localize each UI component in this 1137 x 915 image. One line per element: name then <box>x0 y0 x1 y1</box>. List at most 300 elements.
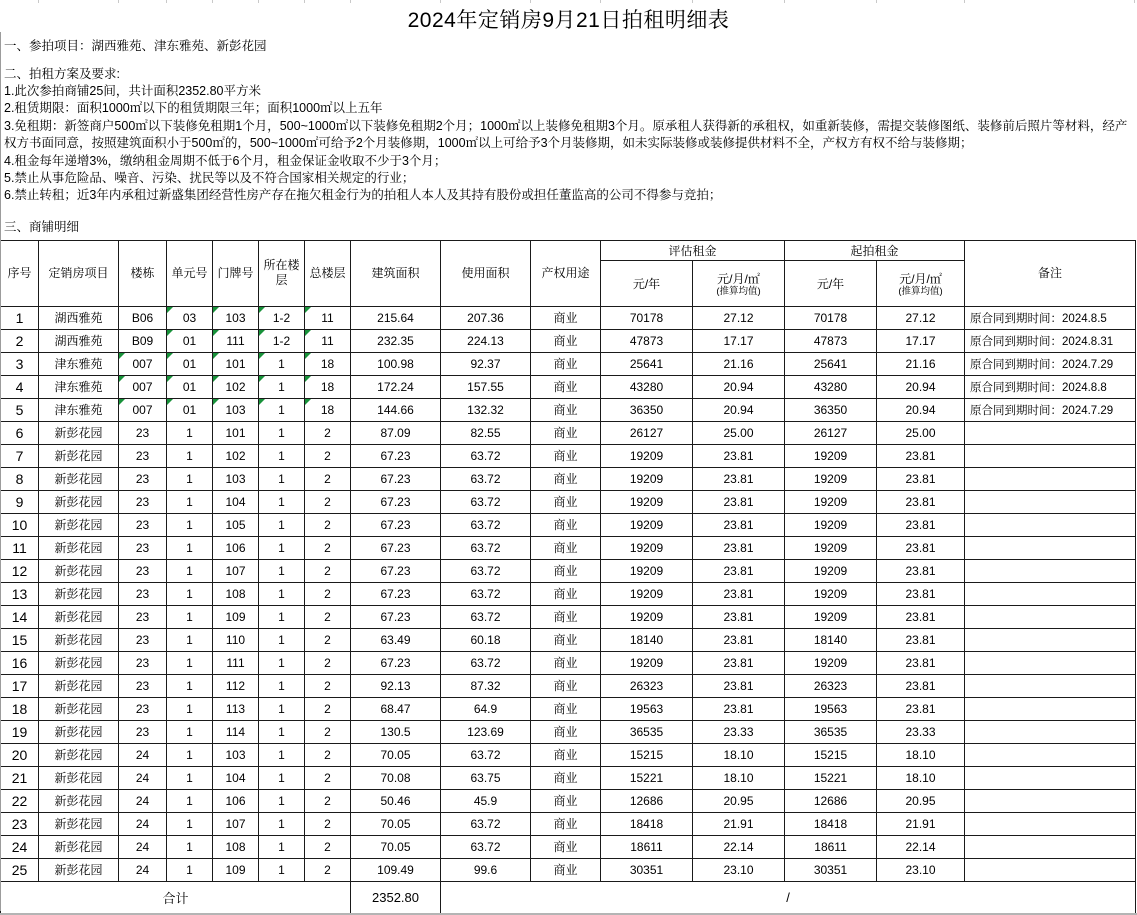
cell-start-rent-year[interactable]: 47873 <box>785 329 877 352</box>
cell-total-floors[interactable]: 2 <box>305 651 351 674</box>
cell-seq[interactable]: 16 <box>1 651 39 674</box>
cell-project[interactable]: 新彭花园 <box>39 536 119 559</box>
cell-floor[interactable]: 1 <box>259 697 305 720</box>
cell-building[interactable]: B09 <box>119 329 167 352</box>
cell-start-rent-month[interactable]: 23.33 <box>877 720 965 743</box>
cell-unit[interactable]: 1 <box>167 766 213 789</box>
cell-use-area[interactable]: 157.55 <box>441 375 531 398</box>
cell-project[interactable]: 新彭花园 <box>39 812 119 835</box>
cell-use-area[interactable]: 63.72 <box>441 835 531 858</box>
cell-start-rent-year[interactable]: 36535 <box>785 720 877 743</box>
cell-project[interactable]: 新彭花园 <box>39 766 119 789</box>
cell-build-area[interactable]: 67.23 <box>351 467 441 490</box>
cell-floor[interactable]: 1 <box>259 444 305 467</box>
cell-start-rent-year[interactable]: 43280 <box>785 375 877 398</box>
cell-building[interactable]: 23 <box>119 490 167 513</box>
cell-eval-rent-year[interactable]: 47873 <box>601 329 693 352</box>
cell-door[interactable]: 109 <box>213 858 259 881</box>
cell-eval-rent-year[interactable]: 70178 <box>601 306 693 329</box>
cell-project[interactable]: 新彭花园 <box>39 467 119 490</box>
cell-seq[interactable]: 1 <box>1 306 39 329</box>
cell-usage[interactable]: 商业 <box>531 536 601 559</box>
cell-door[interactable]: 104 <box>213 766 259 789</box>
cell-use-area[interactable]: 63.72 <box>441 490 531 513</box>
cell-project[interactable]: 新彭花园 <box>39 697 119 720</box>
cell-total-floors[interactable]: 2 <box>305 697 351 720</box>
col-header-floor[interactable]: 所在楼层 <box>259 240 305 306</box>
cell-total-floors[interactable]: 2 <box>305 605 351 628</box>
cell-seq[interactable]: 9 <box>1 490 39 513</box>
cell-eval-rent-year[interactable]: 43280 <box>601 375 693 398</box>
cell-door[interactable]: 110 <box>213 628 259 651</box>
cell-start-rent-month[interactable]: 22.14 <box>877 835 965 858</box>
cell-start-rent-year[interactable]: 26323 <box>785 674 877 697</box>
cell-eval-rent-year[interactable]: 12686 <box>601 789 693 812</box>
cell-unit[interactable]: 1 <box>167 812 213 835</box>
cell-unit[interactable]: 1 <box>167 628 213 651</box>
cell-start-rent-year[interactable]: 19209 <box>785 513 877 536</box>
cell-eval-rent-month[interactable]: 23.81 <box>693 467 785 490</box>
cell-use-area[interactable]: 63.72 <box>441 651 531 674</box>
cell-build-area[interactable]: 67.23 <box>351 513 441 536</box>
cell-seq[interactable]: 17 <box>1 674 39 697</box>
cell-remark[interactable] <box>965 605 1136 628</box>
cell-use-area[interactable]: 207.36 <box>441 306 531 329</box>
cell-project[interactable]: 新彭花园 <box>39 444 119 467</box>
cell-use-area[interactable]: 63.75 <box>441 766 531 789</box>
cell-build-area[interactable]: 67.23 <box>351 651 441 674</box>
col-header-door[interactable]: 门牌号 <box>213 240 259 306</box>
cell-remark[interactable] <box>965 789 1136 812</box>
cell-eval-rent-month[interactable]: 23.81 <box>693 697 785 720</box>
cell-start-rent-month[interactable]: 23.81 <box>877 697 965 720</box>
cell-eval-rent-month[interactable]: 18.10 <box>693 743 785 766</box>
col-header-eval-rent[interactable]: 评估租金 <box>601 240 785 260</box>
cell-unit[interactable]: 03 <box>167 306 213 329</box>
cell-building[interactable]: 24 <box>119 812 167 835</box>
cell-unit[interactable]: 1 <box>167 490 213 513</box>
col-header-start-per-year[interactable]: 元/年 <box>785 260 877 306</box>
cell-unit[interactable]: 01 <box>167 375 213 398</box>
cell-total-floors[interactable]: 2 <box>305 513 351 536</box>
cell-remark[interactable] <box>965 536 1136 559</box>
cell-floor[interactable]: 1 <box>259 628 305 651</box>
col-header-building[interactable]: 楼栋 <box>119 240 167 306</box>
cell-total-floors[interactable]: 2 <box>305 582 351 605</box>
cell-floor[interactable]: 1-2 <box>259 306 305 329</box>
cell-unit[interactable]: 1 <box>167 513 213 536</box>
cell-use-area[interactable]: 224.13 <box>441 329 531 352</box>
col-header-total-floors[interactable]: 总楼层 <box>305 240 351 306</box>
cell-start-rent-month[interactable]: 18.10 <box>877 766 965 789</box>
cell-start-rent-year[interactable]: 19209 <box>785 536 877 559</box>
cell-floor[interactable]: 1 <box>259 789 305 812</box>
col-header-remark[interactable]: 备注 <box>965 240 1136 306</box>
cell-building[interactable]: 23 <box>119 536 167 559</box>
cell-door[interactable]: 108 <box>213 582 259 605</box>
cell-build-area[interactable]: 100.98 <box>351 352 441 375</box>
cell-usage[interactable]: 商业 <box>531 444 601 467</box>
cell-remark[interactable] <box>965 743 1136 766</box>
cell-eval-rent-month[interactable]: 18.10 <box>693 766 785 789</box>
cell-unit[interactable]: 1 <box>167 421 213 444</box>
cell-start-rent-year[interactable]: 15215 <box>785 743 877 766</box>
cell-use-area[interactable]: 45.9 <box>441 789 531 812</box>
cell-project[interactable]: 新彭花园 <box>39 490 119 513</box>
cell-project[interactable]: 新彭花园 <box>39 720 119 743</box>
cell-start-rent-month[interactable]: 23.81 <box>877 490 965 513</box>
cell-build-area[interactable]: 70.08 <box>351 766 441 789</box>
cell-eval-rent-year[interactable]: 18140 <box>601 628 693 651</box>
cell-remark[interactable] <box>965 467 1136 490</box>
cell-remark[interactable] <box>965 651 1136 674</box>
cell-building[interactable]: 23 <box>119 605 167 628</box>
cell-start-rent-month[interactable]: 20.94 <box>877 375 965 398</box>
cell-usage[interactable]: 商业 <box>531 329 601 352</box>
cell-total-floors[interactable]: 11 <box>305 329 351 352</box>
cell-project[interactable]: 津东雅苑 <box>39 352 119 375</box>
cell-remark[interactable]: 原合同到期时间：2024.8.31 <box>965 329 1136 352</box>
cell-start-rent-year[interactable]: 19209 <box>785 467 877 490</box>
cell-build-area[interactable]: 67.23 <box>351 559 441 582</box>
cell-remark[interactable] <box>965 582 1136 605</box>
cell-eval-rent-year[interactable]: 30351 <box>601 858 693 881</box>
cell-project[interactable]: 湖西雅苑 <box>39 329 119 352</box>
cell-eval-rent-year[interactable]: 15215 <box>601 743 693 766</box>
cell-eval-rent-year[interactable]: 19209 <box>601 651 693 674</box>
col-header-usage[interactable]: 产权用途 <box>531 240 601 306</box>
cell-seq[interactable]: 4 <box>1 375 39 398</box>
cell-eval-rent-year[interactable]: 36535 <box>601 720 693 743</box>
cell-remark[interactable] <box>965 674 1136 697</box>
cell-eval-rent-month[interactable]: 21.16 <box>693 352 785 375</box>
cell-usage[interactable]: 商业 <box>531 651 601 674</box>
cell-usage[interactable]: 商业 <box>531 398 601 421</box>
cell-building[interactable]: 23 <box>119 559 167 582</box>
cell-remark[interactable]: 原合同到期时间：2024.8.5 <box>965 306 1136 329</box>
cell-door[interactable]: 106 <box>213 536 259 559</box>
cell-build-area[interactable]: 68.47 <box>351 697 441 720</box>
cell-eval-rent-month[interactable]: 23.81 <box>693 444 785 467</box>
cell-unit[interactable]: 1 <box>167 858 213 881</box>
cell-eval-rent-month[interactable]: 23.81 <box>693 582 785 605</box>
cell-use-area[interactable]: 63.72 <box>441 605 531 628</box>
cell-start-rent-month[interactable]: 23.81 <box>877 467 965 490</box>
cell-start-rent-year[interactable]: 19209 <box>785 490 877 513</box>
cell-start-rent-month[interactable]: 18.10 <box>877 743 965 766</box>
cell-unit[interactable]: 1 <box>167 467 213 490</box>
cell-eval-rent-month[interactable]: 23.81 <box>693 490 785 513</box>
col-header-use-area[interactable]: 使用面积 <box>441 240 531 306</box>
cell-door[interactable]: 107 <box>213 559 259 582</box>
cell-door[interactable]: 101 <box>213 352 259 375</box>
cell-door[interactable]: 102 <box>213 444 259 467</box>
cell-use-area[interactable]: 63.72 <box>441 536 531 559</box>
cell-unit[interactable]: 1 <box>167 605 213 628</box>
cell-total-floors[interactable]: 2 <box>305 812 351 835</box>
cell-use-area[interactable]: 63.72 <box>441 582 531 605</box>
cell-build-area[interactable]: 67.23 <box>351 444 441 467</box>
cell-remark[interactable] <box>965 858 1136 881</box>
cell-building[interactable]: 24 <box>119 835 167 858</box>
cell-building[interactable]: 007 <box>119 352 167 375</box>
cell-eval-rent-year[interactable]: 18611 <box>601 835 693 858</box>
cell-eval-rent-year[interactable]: 26127 <box>601 421 693 444</box>
cell-floor[interactable]: 1 <box>259 513 305 536</box>
cell-seq[interactable]: 6 <box>1 421 39 444</box>
cell-start-rent-month[interactable]: 23.81 <box>877 444 965 467</box>
cell-building[interactable]: 24 <box>119 858 167 881</box>
cell-start-rent-year[interactable]: 19209 <box>785 444 877 467</box>
cell-start-rent-month[interactable]: 20.95 <box>877 789 965 812</box>
cell-floor[interactable]: 1 <box>259 559 305 582</box>
cell-use-area[interactable]: 63.72 <box>441 559 531 582</box>
cell-eval-rent-year[interactable]: 19209 <box>601 490 693 513</box>
cell-use-area[interactable]: 64.9 <box>441 697 531 720</box>
cell-start-rent-month[interactable]: 23.10 <box>877 858 965 881</box>
cell-unit[interactable]: 1 <box>167 697 213 720</box>
cell-door[interactable]: 107 <box>213 812 259 835</box>
cell-floor[interactable]: 1 <box>259 421 305 444</box>
cell-total-floors[interactable]: 2 <box>305 559 351 582</box>
cell-total-floors[interactable]: 18 <box>305 352 351 375</box>
cell-eval-rent-year[interactable]: 15221 <box>601 766 693 789</box>
cell-eval-rent-year[interactable]: 19209 <box>601 605 693 628</box>
cell-door[interactable]: 102 <box>213 375 259 398</box>
cell-floor[interactable]: 1 <box>259 835 305 858</box>
cell-floor[interactable]: 1 <box>259 605 305 628</box>
cell-floor[interactable]: 1 <box>259 582 305 605</box>
cell-building[interactable]: 23 <box>119 651 167 674</box>
cell-usage[interactable]: 商业 <box>531 743 601 766</box>
cell-floor[interactable]: 1 <box>259 467 305 490</box>
col-header-eval-per-year[interactable]: 元/年 <box>601 260 693 306</box>
cell-project[interactable]: 新彭花园 <box>39 421 119 444</box>
cell-door[interactable]: 105 <box>213 513 259 536</box>
cell-build-area[interactable]: 215.64 <box>351 306 441 329</box>
cell-eval-rent-year[interactable]: 19209 <box>601 444 693 467</box>
cell-total-floors[interactable]: 2 <box>305 789 351 812</box>
cell-eval-rent-month[interactable]: 25.00 <box>693 421 785 444</box>
cell-door[interactable]: 109 <box>213 605 259 628</box>
cell-start-rent-month[interactable]: 21.91 <box>877 812 965 835</box>
cell-seq[interactable]: 23 <box>1 812 39 835</box>
cell-floor[interactable]: 1 <box>259 490 305 513</box>
cell-building[interactable]: 24 <box>119 743 167 766</box>
cell-project[interactable]: 新彭花园 <box>39 559 119 582</box>
cell-project[interactable]: 新彭花园 <box>39 651 119 674</box>
total-slash-cell[interactable]: / <box>441 881 1136 914</box>
cell-remark[interactable]: 原合同到期时间：2024.8.8 <box>965 375 1136 398</box>
cell-seq[interactable]: 3 <box>1 352 39 375</box>
col-header-start-rent[interactable]: 起拍租金 <box>785 240 965 260</box>
cell-building[interactable]: 23 <box>119 582 167 605</box>
cell-total-floors[interactable]: 2 <box>305 467 351 490</box>
cell-eval-rent-year[interactable]: 26323 <box>601 674 693 697</box>
cell-floor[interactable]: 1 <box>259 398 305 421</box>
cell-start-rent-year[interactable]: 19209 <box>785 559 877 582</box>
cell-use-area[interactable]: 60.18 <box>441 628 531 651</box>
cell-door[interactable]: 111 <box>213 651 259 674</box>
cell-build-area[interactable]: 67.23 <box>351 605 441 628</box>
cell-build-area[interactable]: 92.13 <box>351 674 441 697</box>
col-header-seq[interactable]: 序号 <box>1 240 39 306</box>
cell-building[interactable]: 23 <box>119 444 167 467</box>
cell-floor[interactable]: 1 <box>259 375 305 398</box>
cell-floor[interactable]: 1 <box>259 352 305 375</box>
cell-usage[interactable]: 商业 <box>531 421 601 444</box>
cell-start-rent-month[interactable]: 23.81 <box>877 582 965 605</box>
cell-door[interactable]: 104 <box>213 490 259 513</box>
cell-seq[interactable]: 8 <box>1 467 39 490</box>
cell-remark[interactable] <box>965 628 1136 651</box>
cell-build-area[interactable]: 63.49 <box>351 628 441 651</box>
cell-use-area[interactable]: 63.72 <box>441 513 531 536</box>
cell-start-rent-month[interactable]: 23.81 <box>877 513 965 536</box>
cell-door[interactable]: 103 <box>213 743 259 766</box>
cell-seq[interactable]: 10 <box>1 513 39 536</box>
cell-project[interactable]: 新彭花园 <box>39 628 119 651</box>
cell-total-floors[interactable]: 2 <box>305 628 351 651</box>
cell-building[interactable]: 007 <box>119 375 167 398</box>
cell-unit[interactable]: 01 <box>167 352 213 375</box>
cell-usage[interactable]: 商业 <box>531 559 601 582</box>
cell-door[interactable]: 113 <box>213 697 259 720</box>
cell-seq[interactable]: 2 <box>1 329 39 352</box>
cell-seq[interactable]: 24 <box>1 835 39 858</box>
cell-use-area[interactable]: 132.32 <box>441 398 531 421</box>
cell-remark[interactable] <box>965 421 1136 444</box>
cell-build-area[interactable]: 70.05 <box>351 743 441 766</box>
cell-unit[interactable]: 1 <box>167 743 213 766</box>
cell-project[interactable]: 新彭花园 <box>39 513 119 536</box>
cell-build-area[interactable]: 50.46 <box>351 789 441 812</box>
cell-build-area[interactable]: 87.09 <box>351 421 441 444</box>
cell-start-rent-month[interactable]: 23.81 <box>877 605 965 628</box>
cell-usage[interactable]: 商业 <box>531 306 601 329</box>
cell-start-rent-year[interactable]: 36350 <box>785 398 877 421</box>
cell-floor[interactable]: 1 <box>259 743 305 766</box>
cell-build-area[interactable]: 70.05 <box>351 835 441 858</box>
cell-start-rent-year[interactable]: 19209 <box>785 651 877 674</box>
cell-usage[interactable]: 商业 <box>531 375 601 398</box>
cell-project[interactable]: 新彭花园 <box>39 743 119 766</box>
cell-building[interactable]: B06 <box>119 306 167 329</box>
cell-eval-rent-month[interactable]: 23.33 <box>693 720 785 743</box>
cell-door[interactable]: 111 <box>213 329 259 352</box>
cell-building[interactable]: 23 <box>119 720 167 743</box>
cell-start-rent-month[interactable]: 27.12 <box>877 306 965 329</box>
cell-unit[interactable]: 01 <box>167 329 213 352</box>
cell-eval-rent-month[interactable]: 23.81 <box>693 651 785 674</box>
cell-start-rent-month[interactable]: 25.00 <box>877 421 965 444</box>
cell-project[interactable]: 新彭花园 <box>39 605 119 628</box>
cell-total-floors[interactable]: 2 <box>305 444 351 467</box>
cell-unit[interactable]: 1 <box>167 674 213 697</box>
cell-eval-rent-month[interactable]: 17.17 <box>693 329 785 352</box>
cell-use-area[interactable]: 63.72 <box>441 743 531 766</box>
cell-total-floors[interactable]: 2 <box>305 674 351 697</box>
cell-total-floors[interactable]: 2 <box>305 490 351 513</box>
cell-usage[interactable]: 商业 <box>531 720 601 743</box>
cell-usage[interactable]: 商业 <box>531 352 601 375</box>
cell-start-rent-year[interactable]: 25641 <box>785 352 877 375</box>
cell-seq[interactable]: 5 <box>1 398 39 421</box>
cell-usage[interactable]: 商业 <box>531 513 601 536</box>
cell-eval-rent-year[interactable]: 19209 <box>601 513 693 536</box>
cell-start-rent-year[interactable]: 18611 <box>785 835 877 858</box>
cell-build-area[interactable]: 70.05 <box>351 812 441 835</box>
cell-start-rent-month[interactable]: 21.16 <box>877 352 965 375</box>
cell-build-area[interactable]: 109.49 <box>351 858 441 881</box>
cell-eval-rent-month[interactable]: 20.95 <box>693 789 785 812</box>
cell-floor[interactable]: 1 <box>259 536 305 559</box>
cell-unit[interactable]: 1 <box>167 835 213 858</box>
cell-remark[interactable] <box>965 812 1136 835</box>
col-header-project[interactable]: 定销房项目 <box>39 240 119 306</box>
cell-eval-rent-month[interactable]: 20.94 <box>693 398 785 421</box>
cell-door[interactable]: 103 <box>213 467 259 490</box>
cell-floor[interactable]: 1 <box>259 674 305 697</box>
cell-total-floors[interactable]: 2 <box>305 421 351 444</box>
cell-eval-rent-year[interactable]: 19563 <box>601 697 693 720</box>
cell-use-area[interactable]: 63.72 <box>441 444 531 467</box>
cell-remark[interactable] <box>965 766 1136 789</box>
cell-floor[interactable]: 1 <box>259 858 305 881</box>
cell-unit[interactable]: 01 <box>167 398 213 421</box>
cell-door[interactable]: 101 <box>213 421 259 444</box>
cell-use-area[interactable]: 82.55 <box>441 421 531 444</box>
col-header-start-per-month[interactable] <box>877 260 965 306</box>
cell-total-floors[interactable]: 2 <box>305 743 351 766</box>
cell-usage[interactable]: 商业 <box>531 628 601 651</box>
cell-eval-rent-month[interactable]: 22.14 <box>693 835 785 858</box>
cell-eval-rent-year[interactable]: 19209 <box>601 536 693 559</box>
cell-remark[interactable] <box>965 513 1136 536</box>
cell-eval-rent-year[interactable]: 19209 <box>601 559 693 582</box>
cell-build-area[interactable]: 67.23 <box>351 490 441 513</box>
cell-building[interactable]: 23 <box>119 697 167 720</box>
cell-eval-rent-year[interactable]: 36350 <box>601 398 693 421</box>
cell-start-rent-month[interactable]: 23.81 <box>877 559 965 582</box>
cell-building[interactable]: 007 <box>119 398 167 421</box>
cell-project[interactable]: 新彭花园 <box>39 789 119 812</box>
cell-use-area[interactable]: 63.72 <box>441 812 531 835</box>
cell-total-floors[interactable]: 2 <box>305 835 351 858</box>
cell-use-area[interactable]: 123.69 <box>441 720 531 743</box>
cell-usage[interactable]: 商业 <box>531 605 601 628</box>
cell-door[interactable]: 103 <box>213 398 259 421</box>
cell-usage[interactable]: 商业 <box>531 858 601 881</box>
cell-build-area[interactable]: 130.5 <box>351 720 441 743</box>
cell-build-area[interactable]: 232.35 <box>351 329 441 352</box>
cell-start-rent-year[interactable]: 26127 <box>785 421 877 444</box>
cell-usage[interactable]: 商业 <box>531 674 601 697</box>
cell-door[interactable]: 106 <box>213 789 259 812</box>
cell-eval-rent-month[interactable]: 23.81 <box>693 536 785 559</box>
cell-floor[interactable]: 1 <box>259 651 305 674</box>
cell-floor[interactable]: 1 <box>259 812 305 835</box>
cell-start-rent-year[interactable]: 12686 <box>785 789 877 812</box>
cell-usage[interactable]: 商业 <box>531 812 601 835</box>
total-area-cell[interactable]: 2352.80 <box>351 881 441 914</box>
cell-total-floors[interactable]: 18 <box>305 398 351 421</box>
cell-eval-rent-month[interactable]: 20.94 <box>693 375 785 398</box>
cell-building[interactable]: 23 <box>119 421 167 444</box>
cell-building[interactable]: 24 <box>119 789 167 812</box>
cell-remark[interactable] <box>965 490 1136 513</box>
cell-eval-rent-year[interactable]: 18418 <box>601 812 693 835</box>
